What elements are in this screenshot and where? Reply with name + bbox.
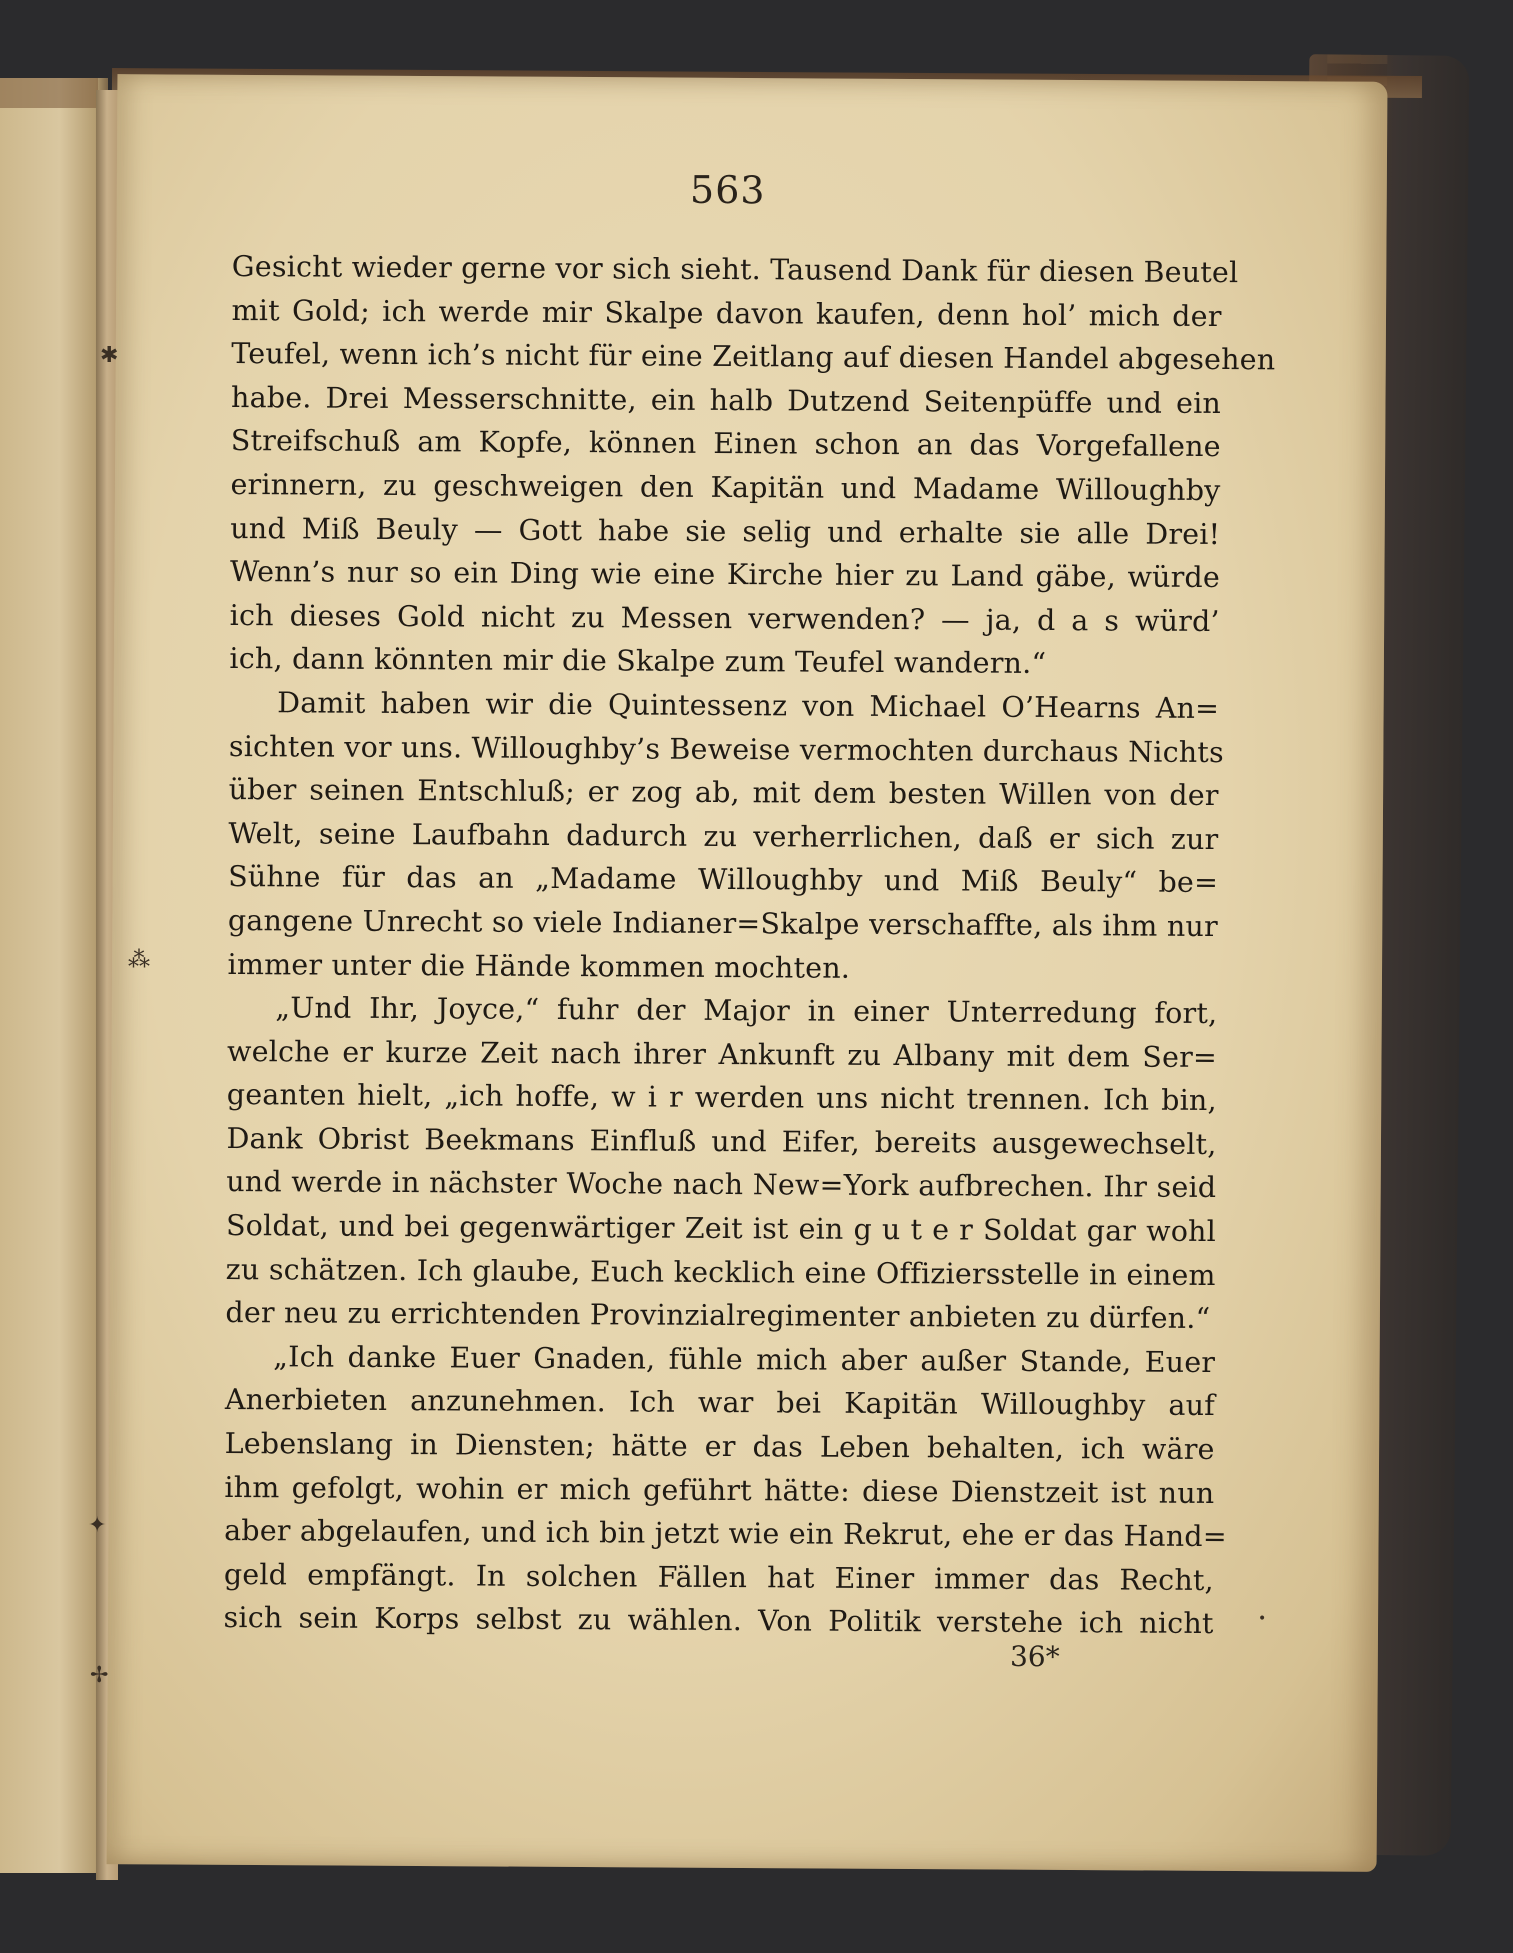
- margin-mark: ✢: [90, 1663, 109, 1688]
- text-line: sich sein Korps selbst zu wählen. Von Politik verstehe ich nicht: [223, 1601, 1214, 1641]
- left-page-edge: [0, 78, 108, 1873]
- text-line: Streifschuß am Kopfe, können Einen schon an das Vorgefallene: [230, 424, 1221, 464]
- text-line: ich dieses Gold nicht zu Messen verwenden? — ja, d a s würd’: [229, 598, 1220, 638]
- body-text: [223, 245, 1276, 1646]
- text-line: mit Gold; ich werde mir Skalpe davon kaufen, denn hol’ mich der: [231, 293, 1222, 333]
- text-line: Teufel, wenn ich’s nicht für eine Zeitlang auf diesen Handel abgesehen: [231, 337, 1276, 377]
- text-line: geld empfängt. In solchen Fällen hat Einer immer das Recht,: [223, 1557, 1214, 1597]
- text-line: „Und Ihr, Joyce,“ fuhr der Major in einer Unterredung fort,: [275, 991, 1218, 1031]
- signature-mark: 36*: [1009, 1639, 1060, 1674]
- text-line: Wenn’s nur so ein Ding wie eine Kirche hier zu Land gäbe, würde: [229, 555, 1221, 595]
- text-line: zu schätzen. Ich glaube, Euch kecklich eine Offiziersstelle in einem: [225, 1252, 1216, 1292]
- text-line: Gesicht wieder gerne vor sich sieht. Tausend Dank für diesen Beutel: [231, 249, 1239, 290]
- margin-mark: ⁂: [128, 948, 150, 973]
- left-page-trim: [0, 78, 98, 108]
- text-line: „Ich danke Euer Gnaden, fühle mich aber außer Stande, Euer: [273, 1340, 1216, 1379]
- text-line: Welt, seine Laufbahn dadurch zu verherrlichen, daß er sich zur: [228, 816, 1219, 856]
- text-line: Anerbieten anzunehmen. Ich war bei Kapitän Willoughby auf: [224, 1383, 1216, 1423]
- text-line: welche er kurze Zeit nach ihrer Ankunft zu Albany mit dem Ser=: [226, 1034, 1218, 1074]
- text-line: sichten vor uns. Willoughby’s Beweise vermochten durchaus Nichts: [228, 729, 1224, 769]
- text-line: habe. Drei Messerschnitte, ein halb Dutzend Seitenpüffe und ein: [230, 380, 1222, 420]
- margin-mark: ✦: [88, 1513, 107, 1538]
- page-number: 563: [689, 167, 766, 213]
- text-line: immer unter die Hände kommen mochten.: [227, 947, 851, 985]
- text-line: Sühne für das an „Madame Willoughby und Miß Beuly“ be=: [228, 860, 1219, 900]
- text-line: Soldat, und bei gegenwärtiger Zeit ist ein g u t e r Soldat gar wohl: [225, 1209, 1217, 1249]
- text-line: Lebenslang in Diensten; hätte er das Leben behalten, ich wäre: [224, 1427, 1215, 1467]
- text-line: und werde in nächster Woche nach New=York aufbrechen. Ihr seid: [226, 1165, 1217, 1205]
- text-line: Dank Obrist Beekmans Einfluß und Eifer, bereits ausgewechselt,: [226, 1121, 1217, 1161]
- text-line: aber abgelaufen, und ich bin jetzt wie ein Rekrut, ehe er das Hand=: [224, 1514, 1227, 1554]
- text-line: und Miß Beuly — Gott habe sie selig und erhalte sie alle Drei!: [230, 511, 1221, 551]
- text-line: ihm gefolgt, wohin er mich geführt hätte: diese Dienstzeit ist nun: [224, 1470, 1215, 1510]
- text-line: Damit haben wir die Quintessenz von Michael O’Hearns An=: [277, 686, 1220, 725]
- text-line: über seinen Entschluß; er zog ab, mit dem besten Willen von der: [228, 773, 1219, 813]
- margin-mark: •: [1258, 1611, 1267, 1627]
- text-line: gangene Unrecht so viele Indianer=Skalpe verschaffte, als ihm nur: [227, 903, 1218, 943]
- text-line: geanten hielt, „ich hoffe, w i r werden uns nicht trennen. Ich bin,: [226, 1078, 1217, 1118]
- margin-mark: ✱: [100, 343, 119, 368]
- text-line: erinnern, zu geschweigen den Kapitän und Madame Willoughby: [230, 467, 1221, 508]
- text-line: ich, dann könnten mir die Skalpe zum Teufel wandern.“: [229, 642, 1047, 681]
- text-line: der neu zu errichtenden Provinzialregimenter anbieten zu dürfen.“: [225, 1296, 1211, 1336]
